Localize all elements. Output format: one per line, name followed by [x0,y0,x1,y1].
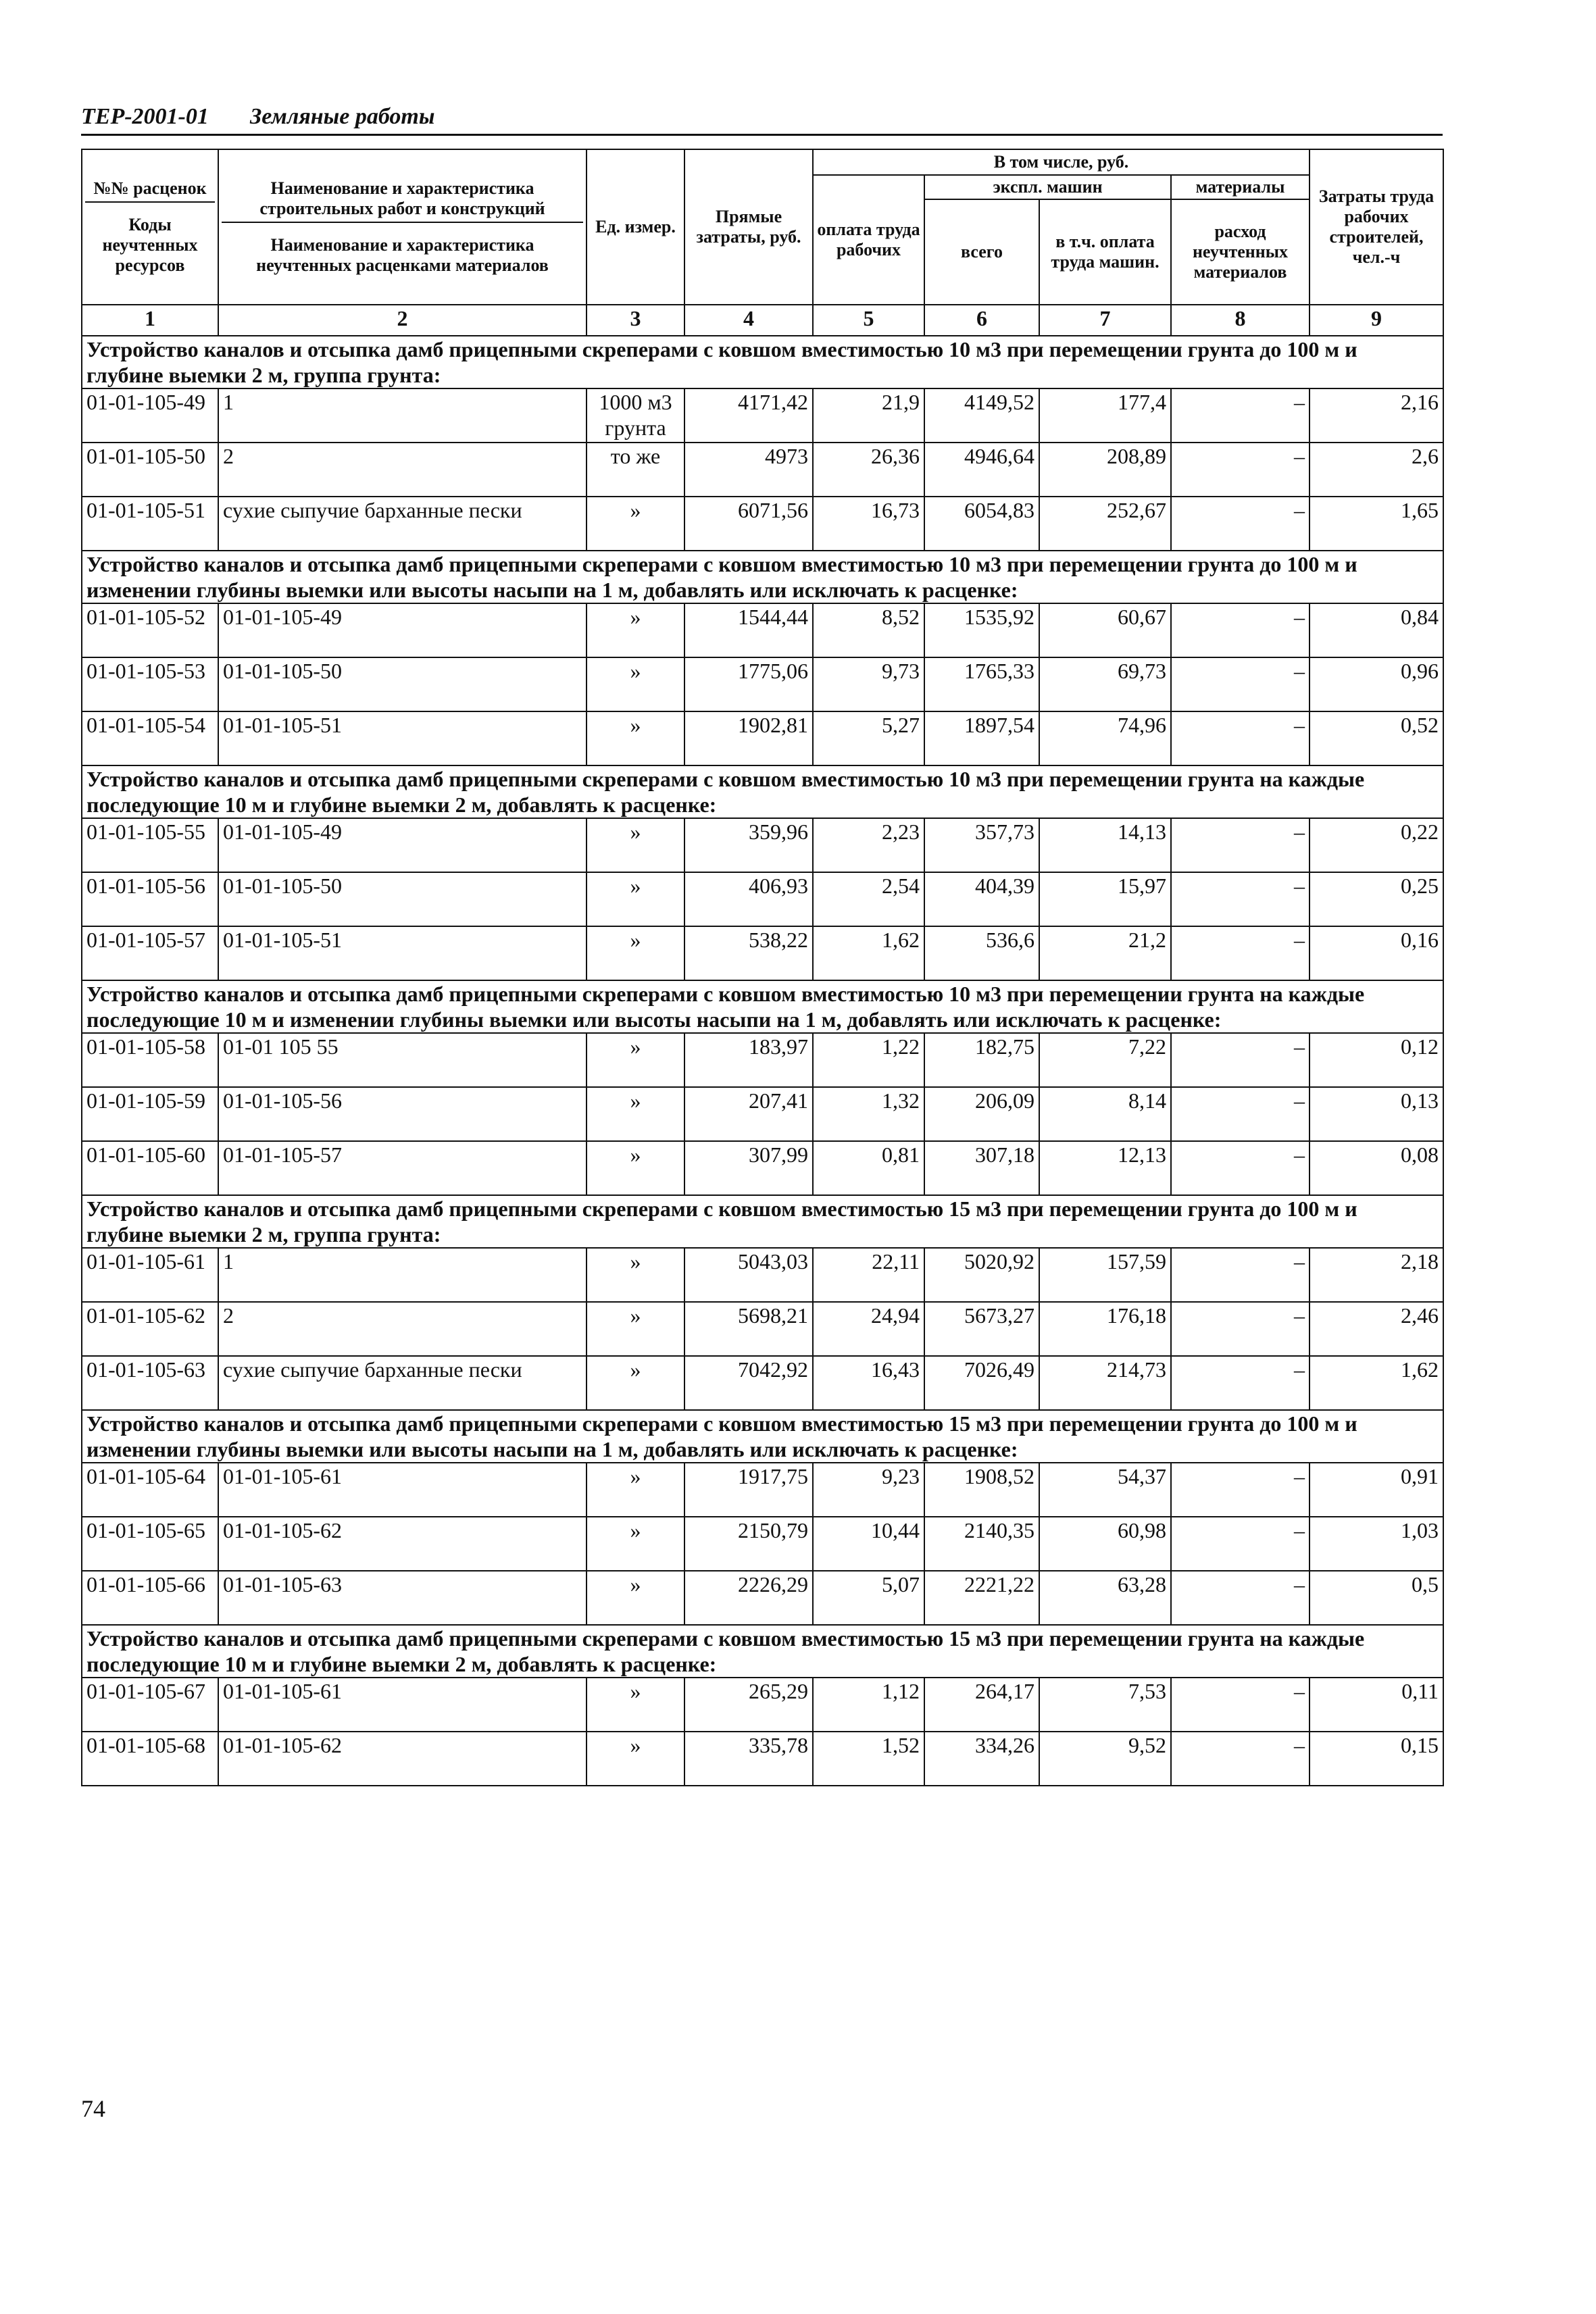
materials-cell: – [1171,1463,1310,1517]
machine-labor-cell: 14,13 [1039,818,1171,872]
rate-code-cell: 01-01-105-50 [82,443,218,497]
labor-hours-cell: 2,46 [1310,1302,1443,1356]
direct-cost-cell: 1902,81 [684,711,813,765]
table-head [82,149,1443,336]
machine-cost-cell: 2221,22 [924,1571,1039,1625]
rate-code-cell: 01-01-105-54 [82,711,218,765]
machine-labor-cell: 8,14 [1039,1087,1171,1141]
machine-labor-cell: 208,89 [1039,443,1171,497]
labor-hours-cell: 1,03 [1310,1517,1443,1571]
unit-cell: » [587,497,684,551]
materials-cell: – [1171,1732,1310,1786]
table-row [82,1463,1443,1517]
machine-cost-cell: 206,09 [924,1087,1039,1141]
column-number: 7 [1039,305,1171,336]
labor-pay-cell: 5,27 [813,711,924,765]
table-row [82,872,1443,926]
rate-code-cell: 01-01-105-68 [82,1732,218,1786]
labor-hours-cell: 0,96 [1310,657,1443,711]
machine-labor-cell: 60,98 [1039,1517,1171,1571]
direct-cost-cell: 5043,03 [684,1248,813,1302]
rate-code-cell: 01-01-105-66 [82,1571,218,1625]
labor-pay-cell: 16,43 [813,1356,924,1410]
labor-pay-cell: 2,54 [813,872,924,926]
unit-cell: » [587,1302,684,1356]
section-title: Устройство каналов и отсыпка дамб прицепными скреперами с ковшом вместимостью 10 м3 при перемещении грунта до 100 м и изменении глубины выемки или высоты насыпи на 1 м, добавлять или исключать к расценке: [82,551,1443,603]
direct-cost-cell: 2226,29 [684,1571,813,1625]
labor-hours-cell: 0,15 [1310,1732,1443,1786]
unit-cell: » [587,818,684,872]
unit-cell: » [587,657,684,711]
col1-header [82,149,218,305]
work-name-cell: 01-01-105-51 [218,711,587,765]
materials-cell: – [1171,1087,1310,1141]
rate-code-cell: 01-01-105-61 [82,1248,218,1302]
work-name-cell: 01-01-105-49 [218,603,587,657]
labor-hours-cell: 0,13 [1310,1087,1443,1141]
direct-cost-cell: 5698,21 [684,1302,813,1356]
work-name-cell: 01-01-105-57 [218,1141,587,1195]
direct-cost-cell: 183,97 [684,1033,813,1087]
materials-cell: – [1171,1356,1310,1410]
machine-cost-cell: 1765,33 [924,657,1039,711]
materials-cell: – [1171,1033,1310,1087]
machine-cost-cell: 2140,35 [924,1517,1039,1571]
direct-cost-cell: 2150,79 [684,1517,813,1571]
materials-cell: – [1171,443,1310,497]
direct-cost-cell: 406,93 [684,872,813,926]
machine-labor-cell: 7,53 [1039,1678,1171,1732]
column-number: 6 [924,305,1039,336]
labor-pay-cell: 1,22 [813,1033,924,1087]
column-number: 8 [1171,305,1310,336]
work-name-cell: 01-01-105-50 [218,872,587,926]
unit-cell: » [587,872,684,926]
col1-bottom-label: Коды неучтенных ресурсов [102,215,198,275]
work-name-cell: 01-01-105-61 [218,1463,587,1517]
column-number: 4 [684,305,813,336]
labor-hours-cell: 1,62 [1310,1356,1443,1410]
machine-cost-cell: 1535,92 [924,603,1039,657]
work-name-cell: 01-01-105-50 [218,657,587,711]
labor-pay-cell: 1,62 [813,926,924,980]
labor-hours-cell: 0,16 [1310,926,1443,980]
unit-cell: » [587,1248,684,1302]
machine-cost-cell: 307,18 [924,1141,1039,1195]
machine-labor-cell: 54,37 [1039,1463,1171,1517]
column-number: 3 [587,305,684,336]
table-body [82,336,1443,1786]
machine-labor-cell: 177,4 [1039,388,1171,443]
col2-header [218,149,587,305]
col7-header: в т.ч. оплата труда машин. [1039,199,1171,305]
work-name-cell: 01-01-105-62 [218,1732,587,1786]
table-row [82,1678,1443,1732]
direct-cost-cell: 1917,75 [684,1463,813,1517]
direct-cost-cell: 4973 [684,443,813,497]
materials-cell: – [1171,1141,1310,1195]
unit-cell: » [587,1571,684,1625]
materials-cell: – [1171,388,1310,443]
unit-cell: » [587,1732,684,1786]
section-title: Устройство каналов и отсыпка дамб прицепными скреперами с ковшом вместимостью 10 м3 при перемещении грунта до 100 м и глубине выемки 2 м, группа грунта: [82,336,1443,388]
materials-cell: – [1171,657,1310,711]
col6-header: всего [924,199,1039,305]
column-number: 2 [218,305,587,336]
work-name-cell: сухие сыпучие барханные пески [218,1356,587,1410]
machine-cost-cell: 334,26 [924,1732,1039,1786]
work-name-cell: 1 [218,1248,587,1302]
rate-code-cell: 01-01-105-60 [82,1141,218,1195]
document-code: ТЕР-2001-01 [81,104,209,129]
direct-cost-cell: 6071,56 [684,497,813,551]
labor-pay-cell: 8,52 [813,603,924,657]
machine-cost-cell: 5020,92 [924,1248,1039,1302]
section-title: Устройство каналов и отсыпка дамб прицепными скреперами с ковшом вместимостью 15 м3 при перемещении грунта до 100 м и глубине выемки 2 м, группа грунта: [82,1195,1443,1248]
labor-pay-cell: 5,07 [813,1571,924,1625]
section-heading-row [82,336,1443,388]
unit-cell: 1000 м3 грунта [587,388,684,443]
labor-hours-cell: 0,25 [1310,872,1443,926]
labor-pay-cell: 9,73 [813,657,924,711]
machine-labor-cell: 63,28 [1039,1571,1171,1625]
section-title: Устройство каналов и отсыпка дамб прицепными скреперами с ковшом вместимостью 15 м3 при перемещении грунта на каждые последующие 10 м и глубине выемки 2 м, добавлять к расценке: [82,1625,1443,1678]
labor-hours-cell: 2,16 [1310,388,1443,443]
col2-top-label: Наименование и характеристика строительных работ и конструкций [222,178,583,223]
unit-cell: то же [587,443,684,497]
direct-cost-cell: 538,22 [684,926,813,980]
labor-hours-cell: 0,52 [1310,711,1443,765]
rate-code-cell: 01-01-105-53 [82,657,218,711]
rate-code-cell: 01-01-105-63 [82,1356,218,1410]
machine-labor-cell: 214,73 [1039,1356,1171,1410]
labor-hours-cell: 0,08 [1310,1141,1443,1195]
machine-cost-cell: 7026,49 [924,1356,1039,1410]
column-number: 9 [1310,305,1443,336]
materials-cell: – [1171,1517,1310,1571]
machine-labor-cell: 7,22 [1039,1033,1171,1087]
table-row [82,818,1443,872]
labor-hours-cell: 0,12 [1310,1033,1443,1087]
materials-cell: – [1171,926,1310,980]
unit-cell: » [587,711,684,765]
materials-cell: – [1171,711,1310,765]
direct-cost-cell: 265,29 [684,1678,813,1732]
table-row [82,1302,1443,1356]
labor-hours-cell: 2,18 [1310,1248,1443,1302]
column-number: 5 [813,305,924,336]
work-name-cell: сухие сыпучие барханные пески [218,497,587,551]
labor-hours-cell: 0,91 [1310,1463,1443,1517]
section-title: Устройство каналов и отсыпка дамб прицепными скреперами с ковшом вместимостью 15 м3 при перемещении грунта до 100 м и изменении глубины выемки или высоты насыпи на 1 м, добавлять или исключать к расценке: [82,1410,1443,1463]
work-name-cell: 01-01 105 55 [218,1033,587,1087]
direct-cost-cell: 207,41 [684,1087,813,1141]
section-title: Устройство каналов и отсыпка дамб прицепными скреперами с ковшом вместимостью 10 м3 при перемещении грунта на каждые последующие 10 м и глубине выемки 2 м, добавлять к расценке: [82,765,1443,818]
table-row [82,497,1443,551]
labor-pay-cell: 1,32 [813,1087,924,1141]
machine-cost-cell: 264,17 [924,1678,1039,1732]
table-row [82,603,1443,657]
rate-code-cell: 01-01-105-49 [82,388,218,443]
group-header: В том числе, руб. [813,149,1310,175]
labor-pay-cell: 22,11 [813,1248,924,1302]
labor-hours-cell: 0,84 [1310,603,1443,657]
materials-group-header: материалы [1171,175,1310,199]
unit-cell: » [587,1033,684,1087]
materials-cell: – [1171,1248,1310,1302]
work-name-cell: 01-01-105-62 [218,1517,587,1571]
table-row [82,1141,1443,1195]
col5-header: оплата труда рабочих [813,175,924,305]
labor-pay-cell: 26,36 [813,443,924,497]
table-row [82,926,1443,980]
section-heading-row [82,551,1443,603]
column-number: 1 [82,305,218,336]
section-heading-row [82,1625,1443,1678]
machine-labor-cell: 157,59 [1039,1248,1171,1302]
direct-cost-cell: 7042,92 [684,1356,813,1410]
machine-labor-cell: 15,97 [1039,872,1171,926]
machine-labor-cell: 60,67 [1039,603,1171,657]
labor-pay-cell: 2,23 [813,818,924,872]
labor-pay-cell: 10,44 [813,1517,924,1571]
machine-labor-cell: 252,67 [1039,497,1171,551]
table-row [82,711,1443,765]
work-name-cell: 2 [218,443,587,497]
labor-pay-cell: 16,73 [813,497,924,551]
rate-code-cell: 01-01-105-55 [82,818,218,872]
table-row [82,657,1443,711]
rate-code-cell: 01-01-105-58 [82,1033,218,1087]
materials-cell: – [1171,1571,1310,1625]
section-heading-row [82,1410,1443,1463]
col1-top-label: №№ расценок [85,178,215,203]
machine-cost-cell: 1897,54 [924,711,1039,765]
labor-pay-cell: 0,81 [813,1141,924,1195]
work-name-cell: 01-01-105-63 [218,1571,587,1625]
materials-cell: – [1171,1302,1310,1356]
document-title: Земляные работы [250,104,435,129]
machine-labor-cell: 9,52 [1039,1732,1171,1786]
labor-pay-cell: 1,52 [813,1732,924,1786]
machine-labor-cell: 74,96 [1039,711,1171,765]
work-name-cell: 01-01-105-56 [218,1087,587,1141]
unit-cell: » [587,603,684,657]
rate-code-cell: 01-01-105-59 [82,1087,218,1141]
direct-cost-cell: 307,99 [684,1141,813,1195]
unit-cell: » [587,1087,684,1141]
table-row [82,1356,1443,1410]
col3-header: Ед. измер. [587,149,684,305]
col9-header: Затраты труда рабочих строителей, чел.-ч [1310,149,1443,305]
direct-cost-cell: 1775,06 [684,657,813,711]
machine-labor-cell: 176,18 [1039,1302,1171,1356]
direct-cost-cell: 359,96 [684,818,813,872]
col4-header: Прямые затраты, руб. [684,149,813,305]
machine-cost-cell: 5673,27 [924,1302,1039,1356]
work-name-cell: 2 [218,1302,587,1356]
unit-cell: » [587,926,684,980]
materials-cell: – [1171,818,1310,872]
unit-cell: » [587,1678,684,1732]
table-row [82,1087,1443,1141]
table-row [82,1732,1443,1786]
labor-hours-cell: 1,65 [1310,497,1443,551]
table-row [82,1517,1443,1571]
materials-cell: – [1171,497,1310,551]
machine-cost-cell: 182,75 [924,1033,1039,1087]
materials-cell: – [1171,872,1310,926]
materials-cell: – [1171,603,1310,657]
rate-code-cell: 01-01-105-57 [82,926,218,980]
machine-cost-cell: 404,39 [924,872,1039,926]
work-name-cell: 01-01-105-49 [218,818,587,872]
unit-cell: » [587,1463,684,1517]
materials-cell: – [1171,1678,1310,1732]
rate-code-cell: 01-01-105-65 [82,1517,218,1571]
table-row [82,1033,1443,1087]
section-heading-row [82,980,1443,1033]
rate-code-cell: 01-01-105-51 [82,497,218,551]
rate-code-cell: 01-01-105-62 [82,1302,218,1356]
labor-hours-cell: 0,11 [1310,1678,1443,1732]
labor-hours-cell: 2,6 [1310,443,1443,497]
rate-code-cell: 01-01-105-67 [82,1678,218,1732]
section-heading-row [82,1195,1443,1248]
machine-labor-cell: 21,2 [1039,926,1171,980]
labor-hours-cell: 0,5 [1310,1571,1443,1625]
machine-cost-cell: 6054,83 [924,497,1039,551]
machine-cost-cell: 1908,52 [924,1463,1039,1517]
machines-group-header: экспл. машин [924,175,1171,199]
col2-bottom-label: Наименование и характеристика неучтенных расценками материалов [256,235,549,275]
section-heading-row [82,765,1443,818]
col8-header: расход неучтенных материалов [1171,199,1310,305]
machine-labor-cell: 12,13 [1039,1141,1171,1195]
labor-pay-cell: 21,9 [813,388,924,443]
machine-cost-cell: 357,73 [924,818,1039,872]
rates-table [81,149,1444,1786]
machine-cost-cell: 536,6 [924,926,1039,980]
labor-hours-cell: 0,22 [1310,818,1443,872]
labor-pay-cell: 24,94 [813,1302,924,1356]
page-header [81,101,1443,136]
column-number-row [82,305,1443,336]
rate-code-cell: 01-01-105-64 [82,1463,218,1517]
machine-cost-cell: 4946,64 [924,443,1039,497]
table-row [82,443,1443,497]
page-number: 74 [81,2095,105,2122]
rate-code-cell: 01-01-105-56 [82,872,218,926]
rate-code-cell: 01-01-105-52 [82,603,218,657]
direct-cost-cell: 4171,42 [684,388,813,443]
direct-cost-cell: 1544,44 [684,603,813,657]
work-name-cell: 01-01-105-51 [218,926,587,980]
unit-cell: » [587,1517,684,1571]
machine-labor-cell: 69,73 [1039,657,1171,711]
work-name-cell: 01-01-105-61 [218,1678,587,1732]
direct-cost-cell: 335,78 [684,1732,813,1786]
work-name-cell: 1 [218,388,587,443]
section-title: Устройство каналов и отсыпка дамб прицепными скреперами с ковшом вместимостью 10 м3 при перемещении грунта на каждые последующие 10 м и изменении глубины выемки или высоты насыпи на 1 м, добавлять или исключать к расценке: [82,980,1443,1033]
labor-pay-cell: 9,23 [813,1463,924,1517]
table-row [82,388,1443,443]
table-row [82,1571,1443,1625]
unit-cell: » [587,1356,684,1410]
table-row [82,1248,1443,1302]
labor-pay-cell: 1,12 [813,1678,924,1732]
machine-cost-cell: 4149,52 [924,388,1039,443]
unit-cell: » [587,1141,684,1195]
